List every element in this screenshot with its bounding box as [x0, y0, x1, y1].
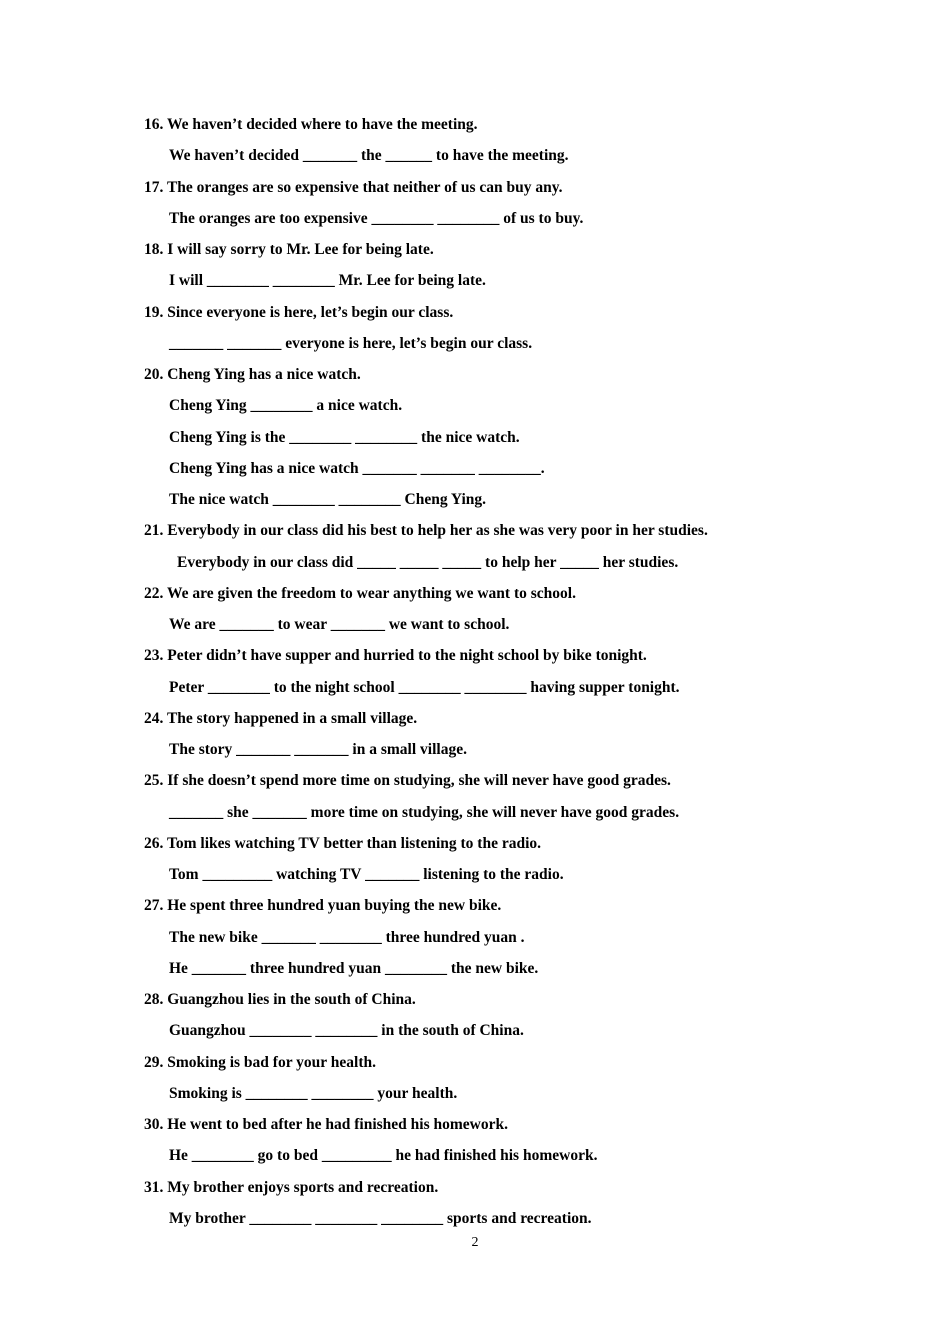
- answer-18: I will ________ ________ Mr. Lee for being late.: [169, 272, 486, 289]
- question-29: 29. Smoking is bad for your health.: [144, 1054, 376, 1071]
- answer-24: The story _______ _______ in a small village.: [169, 741, 467, 758]
- question-28: 28. Guangzhou lies in the south of China.: [144, 991, 416, 1008]
- answer-27-b: He _______ three hundred yuan ________ the new bike.: [169, 960, 539, 977]
- question-24: 24. The story happened in a small village.: [144, 710, 418, 727]
- answer-17: The oranges are too expensive ________ ________ of us to buy.: [169, 210, 584, 227]
- question-19: 19. Since everyone is here, let’s begin our class.: [144, 304, 454, 321]
- answer-16: We haven’t decided _______ the ______ to have the meeting.: [169, 147, 569, 164]
- question-26: 26. Tom likes watching TV better than listening to the radio.: [144, 835, 542, 852]
- answer-30: He ________ go to bed _________ he had finished his homework.: [169, 1147, 598, 1164]
- answer-20-a: Cheng Ying ________ a nice watch.: [169, 397, 403, 414]
- question-18: 18. I will say sorry to Mr. Lee for being late.: [144, 241, 434, 258]
- question-31: 31. My brother enjoys sports and recreation.: [144, 1179, 439, 1196]
- answer-21: Everybody in our class did _____ _____ _____ to help her _____ her studies.: [177, 554, 679, 571]
- page-number: 2: [471, 1235, 479, 1250]
- question-27: 27. He spent three hundred yuan buying the new bike.: [144, 897, 502, 914]
- answer-29: Smoking is ________ ________ your health.: [169, 1085, 458, 1102]
- answer-19: _______ _______ everyone is here, let’s begin our class.: [169, 335, 533, 352]
- question-20: 20. Cheng Ying has a nice watch.: [144, 366, 361, 383]
- question-16: 16. We haven’t decided where to have the meeting.: [144, 116, 478, 133]
- question-30: 30. He went to bed after he had finished his homework.: [144, 1116, 508, 1133]
- question-21: 21. Everybody in our class did his best to help her as she was very poor in her studies.: [144, 522, 708, 539]
- question-23: 23. Peter didn’t have supper and hurried to the night school by bike tonight.: [144, 647, 647, 664]
- answer-28: Guangzhou ________ ________ in the south of China.: [169, 1022, 524, 1039]
- answer-20-d: The nice watch ________ ________ Cheng Ying.: [169, 491, 487, 508]
- question-25: 25. If she doesn’t spend more time on studying, she will never have good grades.: [144, 772, 671, 789]
- answer-27-a: The new bike _______ ________ three hundred yuan .: [169, 929, 525, 946]
- answer-20-c: Cheng Ying has a nice watch _______ _______ ________.: [169, 460, 545, 477]
- question-22: 22. We are given the freedom to wear anything we want to school.: [144, 585, 576, 602]
- answer-25: _______ she _______ more time on studying, she will never have good grades.: [169, 804, 680, 821]
- answer-20-b: Cheng Ying is the ________ ________ the nice watch.: [169, 429, 520, 446]
- question-17: 17. The oranges are so expensive that neither of us can buy any.: [144, 179, 563, 196]
- answer-26: Tom _________ watching TV _______ listening to the radio.: [169, 866, 564, 883]
- answer-22: We are _______ to wear _______ we want to school.: [169, 616, 510, 633]
- answer-23: Peter ________ to the night school ________ ________ having supper tonight.: [169, 679, 680, 696]
- answer-31: My brother ________ ________ ________ sports and recreation.: [169, 1210, 592, 1227]
